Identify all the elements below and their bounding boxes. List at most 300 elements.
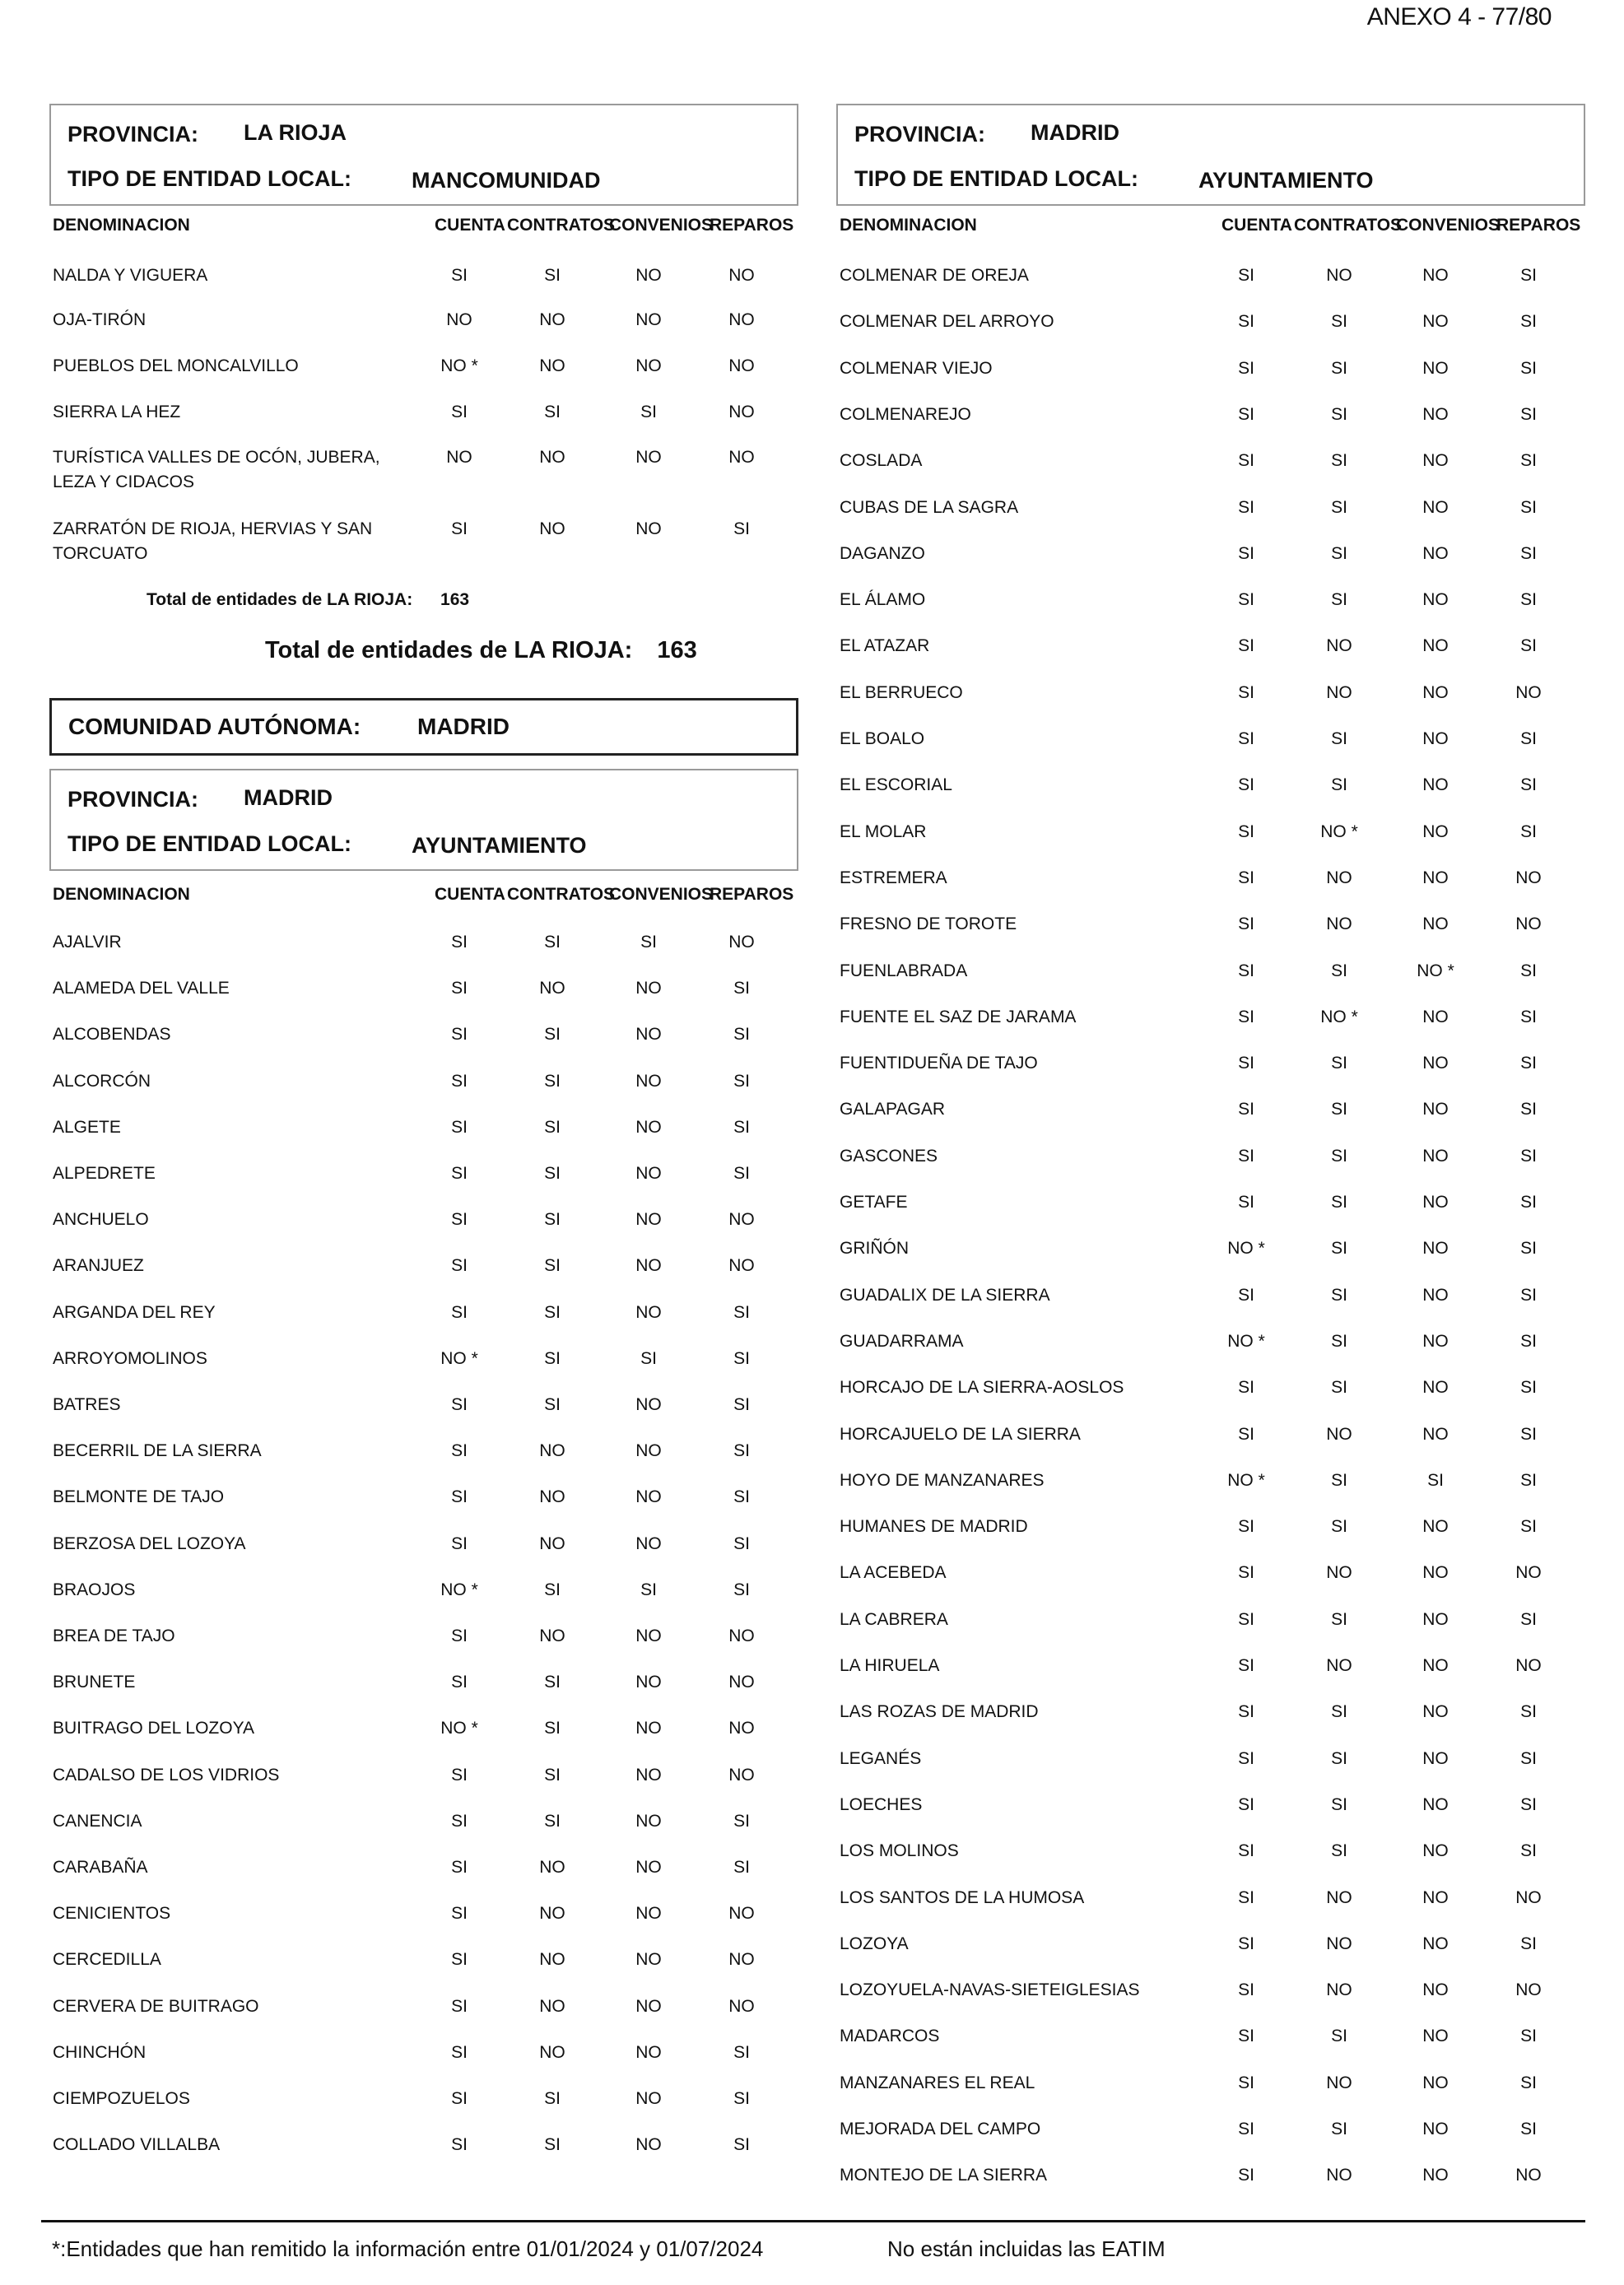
row-reparos: NO	[728, 1765, 755, 1785]
row-cuenta: SI	[451, 1533, 468, 1553]
row-contratos: NO	[539, 1858, 565, 1877]
row-reparos: SI	[733, 519, 750, 538]
row-denominacion: BERZOSA DEL LOZOYA	[53, 1533, 246, 1553]
row-cuenta: SI	[1238, 1887, 1254, 1907]
row-contratos: SI	[1331, 1285, 1347, 1305]
row-cuenta: SI	[1238, 821, 1254, 841]
row-contratos: SI	[1331, 1100, 1347, 1119]
row-cuenta: NO *	[1227, 1470, 1265, 1490]
row-denominacion: FUENTE EL SAZ DE JARAMA	[840, 1007, 1077, 1026]
total-label: Total de entidades de LA RIOJA:	[265, 637, 633, 663]
row-reparos: SI	[1520, 1193, 1537, 1212]
row-reparos: NO	[728, 1256, 755, 1276]
row-denominacion: BECERRIL DE LA SIERRA	[53, 1441, 262, 1461]
tipo-entidad-label: TIPO DE ENTIDAD LOCAL:	[854, 166, 1138, 191]
row-denominacion: GRIÑÓN	[840, 1239, 909, 1259]
row-cuenta: SI	[451, 1996, 468, 2016]
row-cuenta: SI	[1238, 1980, 1254, 2000]
row-contratos: SI	[1331, 1794, 1347, 1814]
row-cuenta: NO *	[440, 1348, 478, 1368]
row-reparos: SI	[733, 1533, 750, 1553]
row-reparos: NO	[1515, 914, 1542, 934]
row-cuenta: NO	[446, 448, 472, 467]
row-cuenta: SI	[1238, 1702, 1254, 1722]
row-reparos: SI	[733, 1580, 750, 1599]
row-cuenta: SI	[1238, 1656, 1254, 1675]
row-reparos: SI	[1520, 451, 1537, 471]
row-reparos: SI	[1520, 1331, 1537, 1351]
row-contratos: NO	[1326, 2166, 1352, 2185]
table-header-madrid-left	[49, 885, 798, 910]
row-cuenta: SI	[1238, 868, 1254, 887]
row-denominacion: ALGETE	[53, 1117, 121, 1137]
row-denominacion: BREA DE TAJO	[53, 1626, 175, 1645]
row-contratos: NO	[1326, 868, 1352, 887]
row-reparos: SI	[1520, 1470, 1537, 1490]
row-contratos: NO	[1326, 636, 1352, 656]
row-contratos: NO	[539, 1626, 565, 1645]
row-contratos: NO	[1326, 682, 1352, 702]
row-contratos: SI	[544, 1580, 561, 1599]
row-convenios: NO	[1422, 1100, 1449, 1119]
row-cuenta: SI	[451, 1071, 468, 1091]
row-convenios: NO	[1422, 2120, 1449, 2138]
row-denominacion: SIERRA LA HEZ	[53, 403, 181, 421]
row-cuenta: SI	[1238, 729, 1254, 748]
row-contratos: SI	[544, 1719, 561, 1738]
page-number-label: ANEXO 4 - 77/80	[1366, 3, 1552, 30]
row-denominacion: EL ESCORIAL	[840, 775, 952, 795]
row-contratos: NO	[539, 356, 565, 375]
row-convenios: NO	[1422, 1748, 1449, 1768]
row-denominacion: ALPEDRETE	[53, 1164, 156, 1183]
row-denominacion: GALAPAGAR	[840, 1100, 945, 1119]
row-cuenta: SI	[451, 1811, 468, 1831]
row-contratos: SI	[1331, 543, 1347, 563]
row-cuenta: SI	[1238, 1193, 1254, 1212]
row-convenios: NO	[635, 1441, 662, 1461]
row-denominacion: BRAOJOS	[53, 1580, 136, 1599]
row-reparos: SI	[733, 1811, 750, 1831]
row-reparos: NO	[1515, 1656, 1542, 1675]
row-reparos: NO	[728, 1626, 755, 1645]
row-reparos: SI	[1520, 2073, 1537, 2092]
row-convenios: NO	[1422, 590, 1449, 610]
row-denominacion: COSLADA	[840, 451, 923, 471]
row-reparos: NO	[1515, 1887, 1542, 1907]
row-convenios: NO	[635, 1487, 662, 1507]
col-cuenta: CUENTA	[435, 216, 505, 235]
row-cuenta: SI	[1238, 2120, 1254, 2138]
row-reparos: SI	[1520, 821, 1537, 841]
table-header-madrid-right	[836, 216, 1585, 240]
col-convenios: CONVENIOS	[609, 885, 714, 904]
row-convenios: NO	[635, 1996, 662, 2016]
col-reparos: REPAROS	[710, 885, 794, 904]
row-contratos: SI	[1331, 961, 1347, 980]
row-reparos: SI	[1520, 1517, 1537, 1537]
row-cuenta: SI	[1238, 451, 1254, 471]
row-reparos: SI	[1520, 1239, 1537, 1259]
row-convenios: NO	[635, 979, 662, 998]
row-contratos: SI	[1331, 2027, 1347, 2046]
row-convenios: NO	[1422, 266, 1449, 285]
row-denominacion: EL BOALO	[840, 729, 925, 748]
row-cuenta: SI	[451, 979, 468, 998]
row-contratos: SI	[1331, 358, 1347, 378]
row-reparos: SI	[733, 1348, 750, 1368]
row-contratos: NO *	[1320, 821, 1358, 841]
row-contratos: SI	[544, 1302, 561, 1322]
row-convenios: SI	[640, 933, 657, 952]
row-contratos: NO	[539, 979, 565, 998]
row-denominacion: CERCEDILLA	[53, 1950, 161, 1970]
row-contratos: SI	[1331, 1054, 1347, 1073]
row-cuenta: SI	[1238, 1007, 1254, 1026]
row-convenios: NO	[1422, 1934, 1449, 1953]
row-convenios: NO	[1422, 1517, 1449, 1537]
col-contratos: CONTRATOS	[507, 216, 616, 235]
row-denominacion: CANENCIA	[53, 1811, 142, 1831]
row-cuenta: SI	[1238, 2166, 1254, 2185]
row-denominacion: GUADARRAMA	[840, 1331, 964, 1351]
row-reparos: NO	[728, 403, 755, 421]
col-convenios: CONVENIOS	[1396, 216, 1501, 235]
row-cuenta: SI	[451, 1025, 468, 1045]
tipo-entidad-label: TIPO DE ENTIDAD LOCAL:	[67, 831, 351, 856]
row-contratos: NO	[1326, 1887, 1352, 1907]
row-convenios: NO	[635, 1950, 662, 1970]
row-convenios: NO	[1422, 1887, 1449, 1907]
row-cuenta: NO	[446, 310, 472, 329]
row-contratos: NO	[1326, 266, 1352, 285]
row-denominacion: ESTREMERA	[840, 868, 947, 887]
row-cuenta: SI	[1238, 1378, 1254, 1398]
row-cuenta: SI	[1238, 1748, 1254, 1768]
row-contratos: SI	[1331, 590, 1347, 610]
row-cuenta: SI	[451, 2135, 468, 2155]
row-reparos: NO	[1515, 1563, 1542, 1583]
row-contratos: SI	[544, 1117, 561, 1137]
row-reparos: SI	[1520, 2027, 1537, 2046]
row-contratos: SI	[1331, 2120, 1347, 2138]
row-reparos: SI	[733, 1164, 750, 1183]
row-denominacion: LA HIRUELA	[840, 1656, 940, 1675]
subtotal-label: Total de entidades de LA RIOJA:	[147, 590, 413, 609]
tipo-entidad-label: TIPO DE ENTIDAD LOCAL:	[67, 166, 351, 191]
row-cuenta: SI	[451, 2089, 468, 2108]
row-convenios: NO	[1422, 2166, 1449, 2185]
row-reparos: SI	[733, 1487, 750, 1507]
header-box-madrid-left	[49, 769, 798, 871]
row-denominacion: ANCHUELO	[53, 1210, 149, 1230]
row-convenios: NO	[635, 519, 662, 538]
row-reparos: SI	[1520, 1934, 1537, 1953]
row-convenios: NO	[635, 310, 662, 329]
row-convenios: NO	[1422, 1007, 1449, 1026]
row-cuenta: SI	[451, 2042, 468, 2062]
row-reparos: SI	[1520, 1285, 1537, 1305]
row-convenios: NO	[635, 1395, 662, 1414]
total-value: 163	[657, 637, 697, 663]
row-reparos: SI	[1520, 2120, 1537, 2138]
header-box-madrid-right	[836, 104, 1585, 206]
row-contratos: SI	[544, 1025, 561, 1045]
row-convenios: NO	[635, 1811, 662, 1831]
col-denominacion: DENOMINACION	[53, 216, 190, 235]
provincia-label: PROVINCIA:	[854, 122, 986, 147]
row-convenios: NO	[1422, 1285, 1449, 1305]
row-contratos: NO	[539, 310, 565, 329]
row-cuenta: SI	[451, 933, 468, 952]
col-contratos: CONTRATOS	[507, 885, 616, 904]
row-convenios: NO	[1422, 1980, 1449, 2000]
row-contratos: SI	[544, 1210, 561, 1230]
row-denominacion: EL ATAZAR	[840, 636, 930, 656]
row-convenios: NO	[1422, 868, 1449, 887]
row-contratos: SI	[544, 933, 561, 952]
row-cuenta: SI	[1238, 1285, 1254, 1305]
row-reparos: NO	[728, 1950, 755, 1970]
row-convenios: NO	[635, 1256, 662, 1276]
row-denominacion: COLMENAREJO	[840, 404, 971, 424]
tipo-entidad-value: MANCOMUNIDAD	[412, 168, 601, 193]
row-cuenta: SI	[451, 1210, 468, 1230]
row-reparos: NO	[728, 1904, 755, 1924]
col-contratos: CONTRATOS	[1294, 216, 1403, 235]
row-convenios: NO	[1422, 312, 1449, 332]
row-cuenta: SI	[451, 1673, 468, 1692]
row-reparos: SI	[1520, 961, 1537, 980]
row-reparos: NO	[728, 356, 755, 375]
row-cuenta: SI	[451, 1858, 468, 1877]
row-reparos: SI	[733, 1395, 750, 1414]
row-cuenta: SI	[451, 519, 468, 538]
row-reparos: SI	[1520, 1378, 1537, 1398]
row-denominacion: DAGANZO	[840, 543, 925, 563]
row-convenios: NO	[1422, 2073, 1449, 2092]
row-denominacion: AJALVIR	[53, 933, 122, 952]
row-cuenta: SI	[1238, 543, 1254, 563]
row-cuenta: NO *	[440, 1719, 478, 1738]
row-convenios: NO	[1422, 1378, 1449, 1398]
row-contratos: SI	[1331, 1331, 1347, 1351]
row-cuenta: SI	[451, 1395, 468, 1414]
row-cuenta: SI	[1238, 1424, 1254, 1444]
row-contratos: NO	[1326, 1980, 1352, 2000]
row-convenios: NO	[1422, 1146, 1449, 1166]
row-reparos: NO	[728, 1996, 755, 2016]
row-contratos: SI	[1331, 451, 1347, 471]
row-denominacion: EL BERRUECO	[840, 682, 963, 702]
row-reparos: NO	[728, 266, 755, 285]
row-reparos: NO	[1515, 682, 1542, 702]
row-denominacion: LOZOYUELA-NAVAS-SIETEIGLESIAS	[840, 1980, 1140, 2000]
row-cuenta: NO *	[440, 1580, 478, 1599]
row-convenios: NO	[1422, 2027, 1449, 2046]
row-convenios: NO	[1422, 729, 1449, 748]
row-denominacion: BATRES	[53, 1395, 121, 1414]
row-reparos: SI	[1520, 358, 1537, 378]
row-reparos: SI	[1520, 636, 1537, 656]
row-cuenta: SI	[451, 1164, 468, 1183]
row-convenios: NO	[635, 1117, 662, 1137]
row-cuenta: SI	[451, 266, 468, 285]
row-cuenta: SI	[1238, 2073, 1254, 2092]
row-denominacion: HUMANES DE MADRID	[840, 1517, 1028, 1537]
row-contratos: NO	[539, 1441, 565, 1461]
row-denominacion: GETAFE	[840, 1193, 908, 1212]
row-cuenta: SI	[451, 1302, 468, 1322]
row-convenios: NO	[1422, 1656, 1449, 1675]
row-reparos: SI	[1520, 775, 1537, 795]
row-cuenta: SI	[451, 403, 468, 421]
row-denominacion: CENICIENTOS	[53, 1904, 171, 1924]
table-header-la-rioja	[49, 216, 798, 240]
row-convenios: NO	[1422, 1239, 1449, 1259]
row-cuenta: SI	[1238, 1794, 1254, 1814]
row-denominacion: ALAMEDA DEL VALLE	[53, 979, 230, 998]
row-convenios: NO	[635, 266, 662, 285]
row-contratos: NO *	[1320, 1007, 1358, 1026]
row-convenios: NO	[1422, 1193, 1449, 1212]
col-reparos: REPAROS	[710, 216, 794, 235]
row-contratos: NO	[1326, 1563, 1352, 1583]
row-convenios: NO	[1422, 497, 1449, 517]
row-cuenta: NO *	[1227, 1239, 1265, 1259]
row-denominacion: FUENTIDUEÑA DE TAJO	[840, 1054, 1038, 1073]
row-denominacion: ARGANDA DEL REY	[53, 1302, 216, 1322]
footer-rule	[41, 2220, 1585, 2222]
col-convenios: CONVENIOS	[609, 216, 714, 235]
row-contratos: SI	[1331, 1378, 1347, 1398]
col-denominacion: DENOMINACION	[53, 885, 190, 904]
row-convenios: NO	[635, 1765, 662, 1785]
row-cuenta: SI	[1238, 266, 1254, 285]
row-cuenta: SI	[1238, 1934, 1254, 1953]
provincia-value: MADRID	[1031, 120, 1119, 145]
row-cuenta: SI	[1238, 1146, 1254, 1166]
row-cuenta: SI	[1238, 1563, 1254, 1583]
row-convenios: NO	[635, 1025, 662, 1045]
row-contratos: SI	[544, 1348, 561, 1368]
row-contratos: SI	[544, 1256, 561, 1276]
row-convenios: NO	[1422, 636, 1449, 656]
col-cuenta: CUENTA	[1221, 216, 1292, 235]
row-convenios: NO	[635, 2135, 662, 2155]
row-convenios: NO	[1422, 1331, 1449, 1351]
col-cuenta: CUENTA	[435, 885, 505, 904]
row-denominacion: BRUNETE	[53, 1673, 136, 1692]
row-denominacion: LOS SANTOS DE LA HUMOSA	[840, 1887, 1085, 1907]
tipo-entidad-value: AYUNTAMIENTO	[412, 833, 587, 858]
row-reparos: NO	[728, 1673, 755, 1692]
row-convenios: NO	[635, 2042, 662, 2062]
row-reparos: SI	[733, 1858, 750, 1877]
row-denominacion: CIEMPOZUELOS	[53, 2089, 190, 2108]
row-reparos: SI	[733, 979, 750, 998]
row-reparos: NO	[728, 1210, 755, 1230]
row-cuenta: SI	[1238, 775, 1254, 795]
row-cuenta: NO *	[1227, 1331, 1265, 1351]
row-denominacion: FUENLABRADA	[840, 961, 968, 980]
row-contratos: SI	[544, 1395, 561, 1414]
total-la-rioja	[265, 637, 697, 664]
row-denominacion: EL MOLAR	[840, 821, 927, 841]
provincia-label: PROVINCIA:	[67, 787, 199, 812]
row-denominacion: LA ACEBEDA	[840, 1563, 947, 1583]
row-convenios: NO	[635, 1719, 662, 1738]
row-cuenta: NO *	[440, 356, 478, 375]
row-convenios: SI	[640, 1348, 657, 1368]
row-contratos: NO	[539, 1487, 565, 1507]
header-box-la-rioja	[49, 104, 798, 206]
row-convenios: NO	[1422, 1054, 1449, 1073]
row-convenios: NO	[635, 1626, 662, 1645]
row-denominacion: HORCAJO DE LA SIERRA-AOSLOS	[840, 1378, 1124, 1398]
row-denominacion: LOS MOLINOS	[840, 1841, 959, 1861]
row-reparos: SI	[1520, 312, 1537, 332]
provincia-value: LA RIOJA	[244, 120, 347, 145]
row-reparos: SI	[733, 1025, 750, 1045]
row-denominacion: HORCAJUELO DE LA SIERRA	[840, 1424, 1081, 1444]
row-contratos: SI	[1331, 1517, 1347, 1537]
row-convenios: SI	[640, 1580, 657, 1599]
row-contratos: SI	[544, 1071, 561, 1091]
row-convenios: NO	[635, 1071, 662, 1091]
row-contratos: NO	[539, 448, 565, 467]
row-denominacion: ARROYOMOLINOS	[53, 1348, 207, 1368]
row-denominacion: TURÍSTICA VALLES DE OCÓN, JUBERA, LEZA Y CIDACOS	[53, 448, 380, 491]
row-reparos: SI	[733, 2135, 750, 2155]
row-reparos: NO	[728, 1719, 755, 1738]
row-cuenta: SI	[1238, 914, 1254, 934]
row-convenios: NO	[1422, 775, 1449, 795]
row-denominacion: MEJORADA DEL CAMPO	[840, 2120, 1041, 2138]
row-denominacion: COLMENAR DEL ARROYO	[840, 312, 1054, 332]
row-cuenta: SI	[1238, 358, 1254, 378]
row-contratos: SI	[1331, 1470, 1347, 1490]
row-denominacion: CERVERA DE BUITRAGO	[53, 1996, 259, 2016]
row-reparos: NO	[1515, 2166, 1542, 2185]
row-cuenta: SI	[1238, 1609, 1254, 1629]
row-denominacion: NALDA Y VIGUERA	[53, 266, 208, 285]
row-contratos: NO	[539, 1950, 565, 1970]
row-convenios: NO	[1422, 1841, 1449, 1861]
row-denominacion: FRESNO DE TOROTE	[840, 914, 1017, 934]
row-reparos: NO	[728, 310, 755, 329]
row-convenios: NO	[1422, 543, 1449, 563]
row-denominacion: EL ÁLAMO	[840, 590, 926, 610]
row-contratos: SI	[1331, 497, 1347, 517]
row-denominacion: LEGANÉS	[840, 1748, 922, 1768]
row-reparos: SI	[1520, 1841, 1537, 1861]
row-contratos: SI	[544, 1673, 561, 1692]
row-denominacion: ARANJUEZ	[53, 1256, 144, 1276]
row-contratos: SI	[544, 1765, 561, 1785]
row-convenios: NO	[1422, 1424, 1449, 1444]
row-denominacion: GASCONES	[840, 1146, 938, 1166]
row-denominacion: HOYO DE MANZANARES	[840, 1470, 1045, 1490]
row-convenios: NO	[1422, 682, 1449, 702]
row-contratos: SI	[1331, 1609, 1347, 1629]
row-cuenta: SI	[451, 1441, 468, 1461]
subtotal-value: 163	[440, 590, 470, 609]
row-cuenta: SI	[451, 1256, 468, 1276]
comunidad-label: COMUNIDAD AUTÓNOMA:	[68, 714, 361, 739]
row-reparos: SI	[1520, 1702, 1537, 1722]
row-contratos: SI	[544, 2089, 561, 2108]
